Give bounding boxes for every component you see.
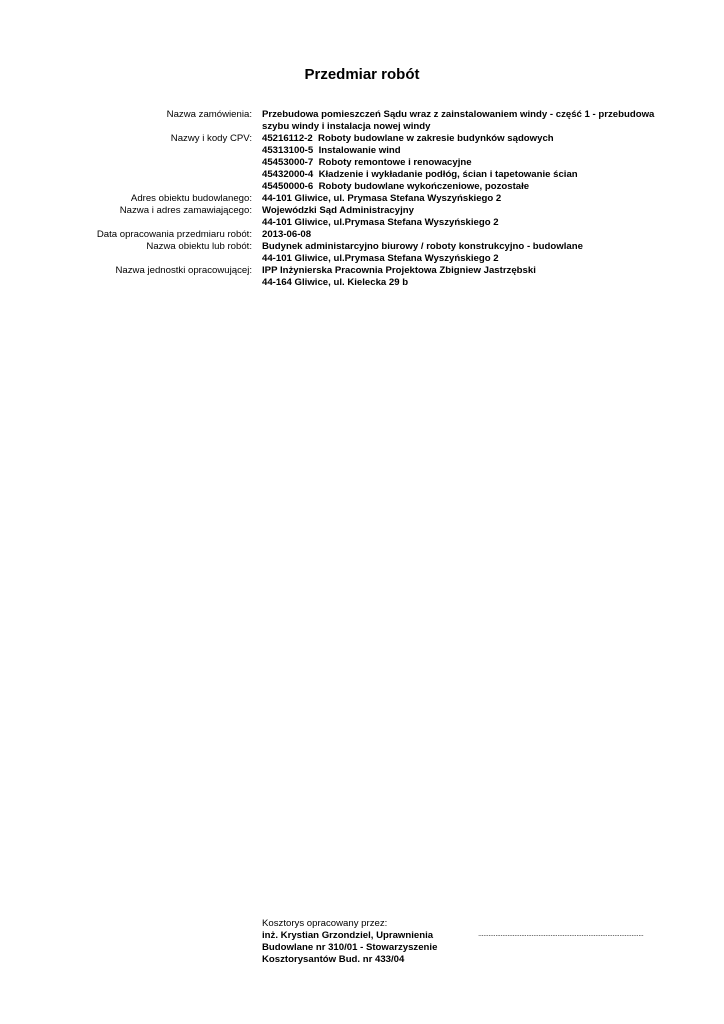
value-line: 44-101 Gliwice, ul.Prymasa Stefana Wyszyńskiego 2 bbox=[262, 253, 499, 264]
field-adres-obiektu bbox=[60, 193, 690, 205]
cpv-code: 45432000-4 bbox=[262, 169, 314, 180]
cpv-name: Kładzenie i wykładanie podłóg, ścian i tapetowanie ścian bbox=[318, 169, 578, 180]
field-value bbox=[262, 229, 690, 241]
field-data bbox=[60, 229, 690, 241]
value-line: IPP Inżynierska Pracownia Projektowa Zbigniew Jastrzębski bbox=[262, 265, 536, 276]
info-table bbox=[60, 109, 690, 289]
value-line: 44-101 Gliwice, ul. Prymasa Stefana Wyszyńskiego 2 bbox=[262, 193, 502, 204]
field-value bbox=[262, 265, 690, 289]
signature-line: ................................................................................................ bbox=[478, 929, 644, 938]
field-value bbox=[262, 205, 690, 229]
cpv-code: 45450000-6 bbox=[262, 181, 314, 192]
cpv-code: 45313100-5 bbox=[262, 145, 314, 156]
value-line: Budynek administarcyjno biurowy / roboty konstrukcyjno - budowlane bbox=[262, 241, 583, 252]
value-line: Przebudowa pomieszczeń Sądu wraz z zainstalowaniem windy - część 1 - przebudowa bbox=[262, 109, 655, 120]
field-zamawiajacy bbox=[60, 205, 690, 229]
cpv-item bbox=[262, 169, 690, 181]
field-value bbox=[262, 193, 690, 205]
field-value bbox=[262, 109, 690, 133]
value-line: 2013-06-08 bbox=[262, 229, 312, 240]
cpv-name: Roboty budowlane w zakresie budynków sądowych bbox=[318, 133, 554, 144]
cpv-name: Instalowanie wind bbox=[318, 145, 401, 156]
cpv-item bbox=[262, 145, 690, 157]
field-zamowienie bbox=[60, 109, 690, 133]
field-label: Nazwa obiektu lub robót: bbox=[146, 241, 252, 252]
prepared-by-block bbox=[262, 918, 492, 966]
field-label: Nazwa zamówienia: bbox=[166, 109, 252, 120]
cpv-name: Roboty budowlane wykończeniowe, pozostałe bbox=[318, 181, 530, 192]
field-label: Nazwy i kody CPV: bbox=[170, 133, 252, 144]
value-line: Wojewódzki Sąd Administracyjny bbox=[262, 205, 414, 216]
field-cpv bbox=[60, 133, 690, 193]
field-obiekt bbox=[60, 241, 690, 265]
cpv-code: 45453000-7 bbox=[262, 157, 314, 168]
cpv-name: Roboty remontowe i renowacyjne bbox=[318, 157, 472, 168]
prepared-by-heading: Kosztorys opracowany przez: bbox=[262, 918, 388, 929]
field-label: Adres obiektu budowlanego: bbox=[130, 193, 252, 204]
cpv-item bbox=[262, 181, 690, 193]
field-value bbox=[262, 241, 690, 265]
cpv-code: 45216112-2 bbox=[262, 133, 313, 144]
value-line: szybu windy i instalacja nowej windy bbox=[262, 121, 431, 132]
field-value bbox=[262, 133, 690, 193]
field-jednostka bbox=[60, 265, 690, 289]
field-label: Nazwa i adres zamawiającego: bbox=[119, 205, 252, 216]
prepared-by-line: Kosztorysantów Bud. nr 433/04 bbox=[262, 954, 405, 965]
value-line: 44-101 Gliwice, ul.Prymasa Stefana Wyszyńskiego 2 bbox=[262, 217, 499, 228]
value-line: 44-164 Gliwice, ul. Kielecka 29 b bbox=[262, 277, 409, 288]
field-label: Data opracowania przedmiaru robót: bbox=[96, 229, 252, 240]
field-label: Nazwa jednostki opracowującej: bbox=[115, 265, 252, 276]
document-title: Przedmiar robót bbox=[304, 66, 420, 83]
cpv-item bbox=[262, 133, 690, 145]
cpv-item bbox=[262, 157, 690, 169]
prepared-by-line: inż. Krystian Grzondziel, Uprawnienia bbox=[262, 930, 434, 941]
prepared-by-line: Budowlane nr 310/01 - Stowarzyszenie bbox=[262, 942, 438, 953]
